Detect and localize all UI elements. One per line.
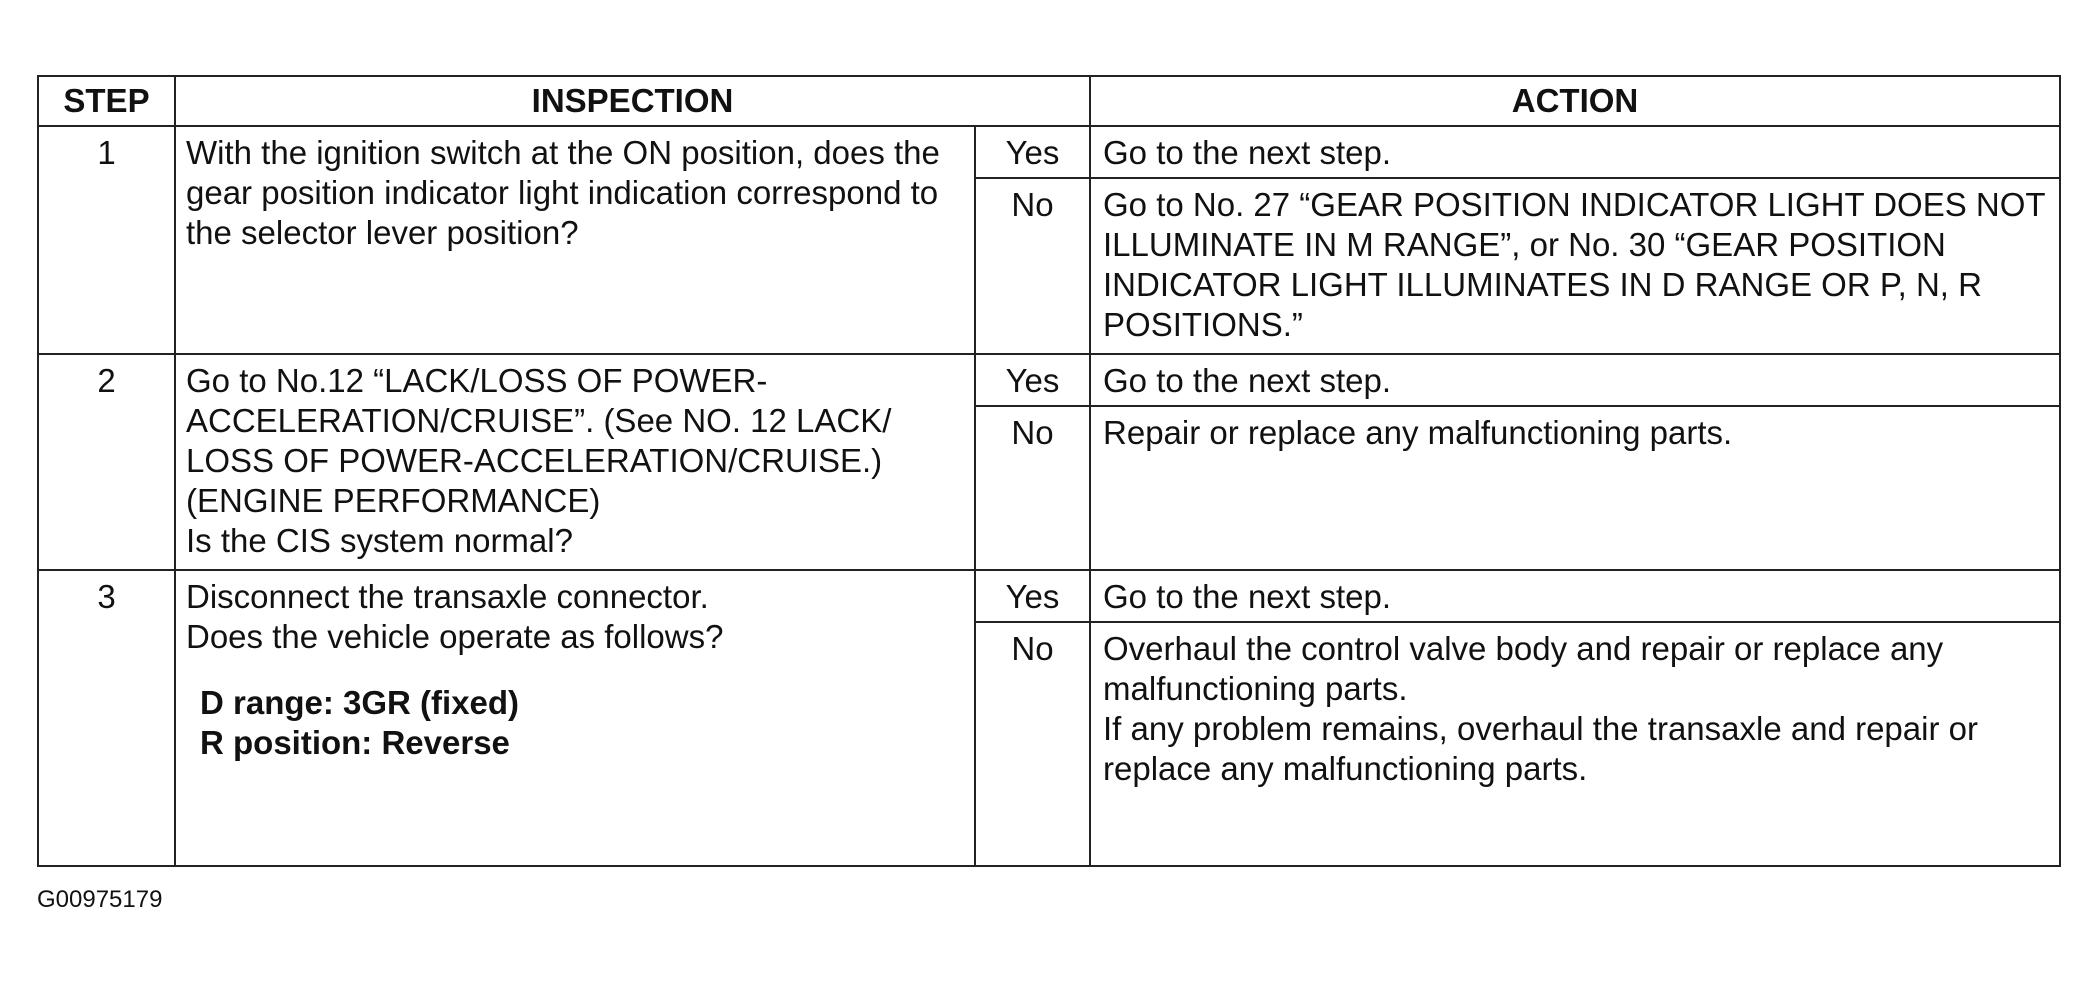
no-action: Repair or replace any malfunctioning parts.	[1090, 406, 2060, 570]
yes-action: Go to the next step.	[1090, 570, 2060, 622]
table-row	[38, 354, 2060, 406]
header-action: ACTION	[1090, 76, 2060, 126]
criteria-item: D range: 3GR (fixed)	[200, 684, 520, 721]
inspection-text: (ENGINE PERFORMANCE)	[186, 482, 601, 519]
yes-label: Yes	[975, 570, 1090, 622]
inspection-text: Disconnect the transaxle connector.	[186, 578, 709, 615]
yes-label: Yes	[975, 354, 1090, 406]
inspection-text: Is the CIS system normal?	[186, 522, 573, 559]
no-action	[1090, 622, 2060, 866]
figure-id: G00975179	[37, 886, 163, 913]
yes-action: Go to the next step.	[1090, 126, 2060, 178]
criteria-item: R position: Reverse	[200, 724, 510, 761]
inspection-text: Go to No.12 “LACK/LOSS OF POWER-ACCELERATION/CRUISE”. (See NO. 12 LACK/ LOSS OF POWER-ACCELERATION/CRUISE.)	[186, 362, 892, 479]
inspection-cell	[175, 126, 975, 354]
inspection-cell	[175, 354, 975, 570]
header-step: STEP	[38, 76, 175, 126]
yes-action: Go to the next step.	[1090, 354, 2060, 406]
header-row	[38, 76, 2060, 126]
troubleshooting-table	[37, 75, 2061, 867]
no-label: No	[975, 178, 1090, 354]
no-label: No	[975, 406, 1090, 570]
troubleshooting-table-container	[37, 75, 2061, 867]
no-label: No	[975, 622, 1090, 866]
no-action-text: If any problem remains, overhaul the transaxle and repair or replace any malfunctioning parts.	[1103, 710, 1978, 787]
step-number: 2	[38, 354, 175, 570]
no-action: Go to No. 27 “GEAR POSITION INDICATOR LIGHT DOES NOT ILLUMINATE IN M RANGE”, or No. 30 “GEAR POSITION INDICATOR LIGHT ILLUMINATES IN D RANGE OR P, N, R POSITIONS.”	[1090, 178, 2060, 354]
step-number: 1	[38, 126, 175, 354]
yes-label: Yes	[975, 126, 1090, 178]
inspection-cell	[175, 570, 975, 866]
table-row	[38, 570, 2060, 622]
inspection-text: Does the vehicle operate as follows?	[186, 618, 724, 655]
step-number: 3	[38, 570, 175, 866]
no-action-text: Overhaul the control valve body and repair or replace any malfunctioning parts.	[1103, 630, 1944, 707]
inspection-text: With the ignition switch at the ON position, does the gear position indicator light indication correspond to the selector lever position?	[186, 134, 940, 251]
table-row	[38, 126, 2060, 178]
header-inspection: INSPECTION	[175, 76, 1090, 126]
